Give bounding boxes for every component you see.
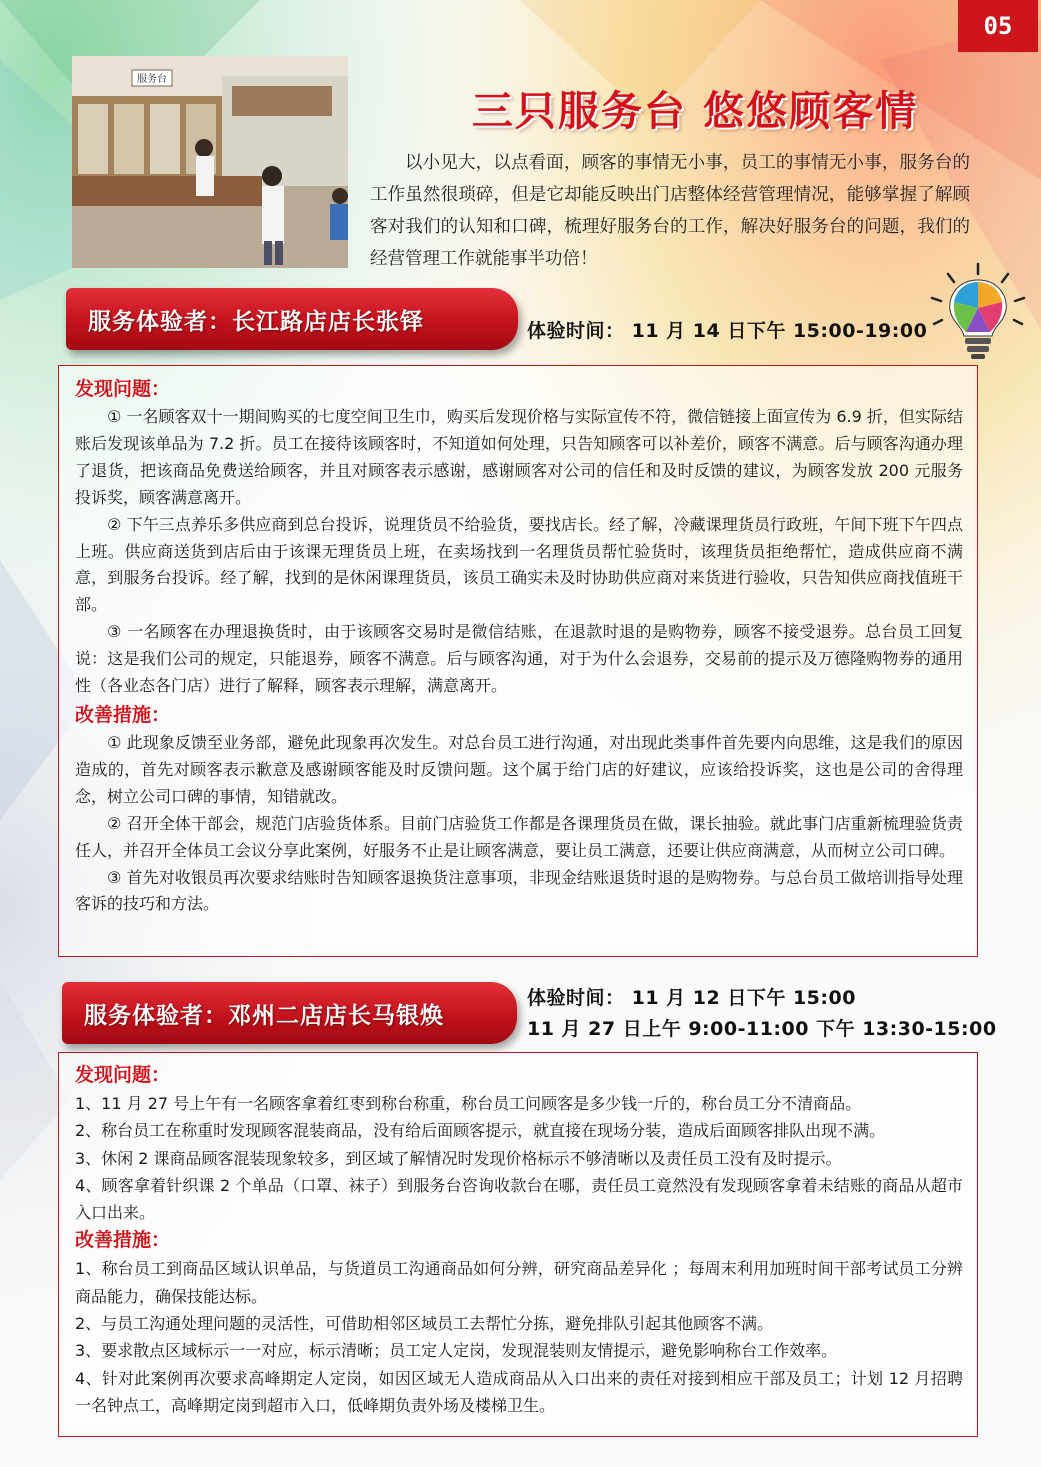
section1-problems-heading: 发现问题：: [75, 378, 171, 400]
section1-problem-3: ③ 一名顾客在办理退换货时，由于该顾客交易时是微信结账，在退款时退的是购物券，顾客不接受退券。总台员工回复说：这是我们公司的规定，只能退券，顾客不满意。后与顾客沟通，对于为什么会退券，交易前的提示及万德隆购物券的通用性（各业态各门店）进行了解释，顾客表示理解，满意离开。: [75, 622, 963, 696]
section2-problem-2: 2、称台员工在称重时发现顾客混装商品，没有给后面顾客提示，就直接在现场分装，造成后面顾客排队出现不满。: [75, 1121, 886, 1141]
section2-banner: 服务体验者：邓州二店店长马银焕: [62, 982, 517, 1044]
section2-measure-3: 3、要求散点区域标示一一对应，标示清晰；员工定人定岗，发现混装则友情提示，避免影响称台工作效率。: [75, 1341, 838, 1361]
service-desk-photo: [72, 56, 348, 268]
section2-time-line1: 体验时间： 11 月 12 日下午 15:00: [527, 987, 856, 1009]
section2-content-box: [58, 1052, 978, 1437]
photo-sign-text: 服务台: [137, 74, 167, 85]
section1-content-box: [58, 365, 978, 957]
section2-problem-1: 1、11 月 27 号上午有一名顾客拿着红枣到称台称重，称台员工问顾客是多少钱一斤的，称台员工分不清商品。: [75, 1094, 862, 1113]
section1-measure-2: ② 召开全体干部会，规范门店验货体系。目前门店验货工作都是各课理货员在做，课长抽验。就此事门店重新梳理验货责任人，并召开全体员工会议分享此案例，好服务不止是让顾客满意，要让员工满意，还要让供应商满意，从而树立公司口碑。: [75, 813, 963, 860]
section2-problem-4: 4、顾客拿着针织课 2 个单品（口罩、袜子）到服务台咨询收款台在哪，责任员工竟然没有发现顾客拿着未结账的商品从超市入口出来。: [75, 1175, 963, 1223]
section1-problem-2: ② 下午三点养乐多供应商到总台投诉，说理货员不给验货，要找店长。经了解，冷藏课理货员行政班，午间下班下午四点上班。供应商送货到店后由于该课无理货员上班，在卖场找到一名理货员帮忙验货时，该理货员拒绝帮忙，造成供应商不满意，到服务台投诉。经了解，找到的是休闲课理货员，该员工确实未及时协助供应商对来货进行验收，只告知供应商找值班干部。: [75, 514, 963, 615]
page-number: 05: [958, 0, 1038, 52]
section2-problem-3: 3、休闲 2 课商品顾客混装现象较多，到区域了解情况时发现价格标示不够清晰以及责任员工没有及时提示。: [75, 1148, 842, 1168]
page-title: 三只服务台 悠悠顾客情: [471, 87, 919, 135]
section1-measure-3: ③ 首先对收银员再次要求结账时告知顾客退换货注意事项，非现金结账退货时退的是购物券。与总台员工做培训指导处理客诉的技巧和方法。: [75, 867, 963, 914]
intro-paragraph: 以小见大，以点看面，顾客的事情无小事，员工的事情无小事，服务台的工作虽然很琐碎，但是它却能反映出门店整体经营管理情况，能够掌握了解顾客对我们的认知和口碑，梳理好服务台的工作，解决好服务台的问题，我们的经营管理工作就能事半功倍！: [370, 153, 970, 269]
section1-banner: 服务体验者：长江路店店长张铎: [66, 288, 518, 350]
section2-time-line2: 11 月 27 日上午 9:00-11:00 下午 13:30-15:00: [527, 1018, 997, 1040]
section1-problem-1: ① 一名顾客双十一期间购买的七度空间卫生巾，购买后发现价格与实际宣传不符，微信链接上面宣传为 6.9 折，但实际结账后发现该单品为 7.2 折。员工在接待该顾客时，不知道如何处理，只告知顾客可以补差价，顾客不满意。后与顾客沟通办理了退货，把该商品免费送给顾客，并且对顾客表示感谢，感谢顾客对公司的信任和及时反馈的建议，为顾客发放 200 元服务投诉奖，顾客满意离开。: [75, 407, 963, 507]
section1-measures-heading: 改善措施：: [75, 703, 171, 726]
section2-measures-heading: 改善措施：: [75, 1229, 171, 1252]
lightbulb-icon: [926, 262, 1030, 366]
section2-measure-4: 4、针对此案例再次要求高峰期定人定岗，如因区域无人造成商品从入口出来的责任对接到相应干部及员工；计划 12 月招聘一名钟点工，高峰期定岗到超市入口，低峰期负责外场及楼梯卫生。: [75, 1368, 963, 1415]
section1-measure-1: ① 此现象反馈至业务部，避免此现象再次发生。对总台员工进行沟通，对出现此类事件首先要内向思维，这是我们的原因造成的，首先对顾客表示歉意及感谢顾客能及时反馈问题。这个属于给门店的好建议，应该给投诉奖，这也是公司的舍得理念，树立公司口碑的事情，知错就改。: [75, 732, 963, 806]
section2-problems-heading: 发现问题：: [75, 1064, 171, 1086]
section2-measure-1: 1、称台员工到商品区域认识单品，与货道员工沟通商品如何分辨，研究商品差异化 ；每周末利用加班时间干部考试员工分辨商品能力，确保技能达标。: [75, 1259, 963, 1306]
section1-time: 体验时间： 11 月 14 日下午 15:00-19:00: [527, 320, 928, 342]
section2-measure-2: 2、与员工沟通处理问题的灵活性，可借助相邻区域员工去帮忙分拣，避免排队引起其他顾客不满。: [75, 1314, 774, 1334]
